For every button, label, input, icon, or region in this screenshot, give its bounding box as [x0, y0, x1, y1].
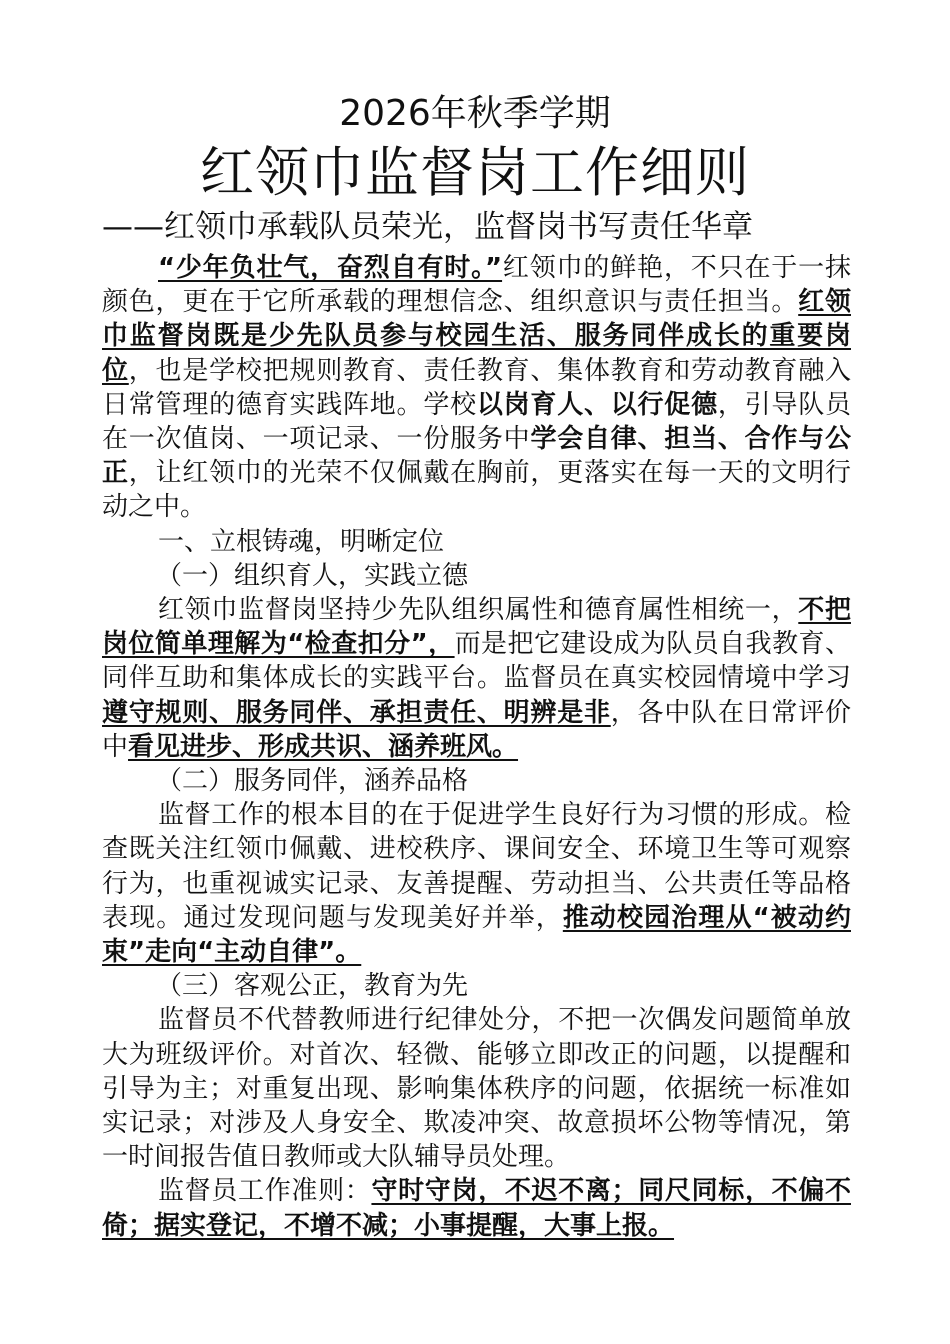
- intro-quote: “少年负壮气，奋烈自有时。”: [158, 253, 503, 283]
- sub1-emphasis-3: 看见进步、形成共识、涵养班风。: [128, 731, 519, 762]
- sub2-text-1: 监督工作的根本目的在于促进学生良好行为习惯的形成。检查既关注红领巾佩戴、进校秩序、课间安全、环境卫生等可观察行为，也重视诚实记录、友善提醒、劳动担当、公共责任等品格表现。通过发现问题与发现美好并举，: [102, 800, 851, 933]
- sub3-text-2: 监督员工作准则：: [158, 1176, 372, 1207]
- intro-bold-2: 学会自律、担当、合作与公正: [102, 424, 851, 489]
- main-title: 红领巾监督岗工作细则: [200, 141, 750, 204]
- intro-bold-1: 以岗育人、以行促德: [476, 389, 718, 420]
- subsection-3-heading: （三）客观公正，教育为先: [156, 971, 469, 1002]
- section-1-heading: 一、立根铸魂，明晰定位: [158, 526, 445, 557]
- intro-emphasis-1: 红领巾监督岗既是少先队员参与校园生活、服务同伴成长的重要岗位: [102, 287, 851, 386]
- sub2-emphasis-1: 推动校园治理从“被动约束”走向“主动自律”。: [102, 902, 851, 968]
- document-body: [102, 251, 851, 1243]
- year-title: 2026年秋季学期: [339, 93, 611, 134]
- subsection-3-paragraph: [102, 1003, 851, 1174]
- sub1-emphasis-2: 遵守规则、服务同伴、承担责任、明辨是非: [102, 697, 611, 728]
- intro-text-2: ，也是学校把规则教育、责任教育、集体教育和劳动教育融入日常管理的德育实践阵地。学校: [102, 355, 851, 420]
- sub3-text-1: 监督员不代替教师进行纪律处分，不把一次偶发问题简单放大为班级评价。对首次、轻微、能够立即改正的问题，以提醒和引导为主；对重复出现、影响集体秩序的问题，依据统一标准如实记录；对涉及人身安全、欺凌冲突、故意损坏公物等情况，第一时间报告值日教师或大队辅导员处理。: [102, 1005, 851, 1173]
- sub1-text-3: ，各中队在日常评价中: [102, 697, 851, 762]
- work-principles: 守时守岗，不迟不离；同尺同标，不偏不倚；据实登记，不增不减；小事提醒，大事上报。: [102, 1176, 851, 1241]
- subsection-2-paragraph: [102, 798, 851, 969]
- sub1-emphasis-1: 不把岗位简单理解为“检查扣分”，: [102, 595, 851, 660]
- subsection-1-paragraph: [102, 593, 851, 764]
- work-principles-paragraph: [102, 1174, 851, 1242]
- intro-text-3: ，引导队员在一次值岗、一项记录、一份服务中: [102, 389, 851, 455]
- subsection-2-heading: （二）服务同伴，涵养品格: [156, 766, 469, 797]
- subtitle: ——红领巾承载队员荣光，监督岗书写责任华章: [102, 209, 753, 245]
- intro-paragraph: [102, 251, 851, 525]
- subsection-1-heading: （一）组织育人，实践立德: [156, 560, 469, 591]
- intro-text-4: ，让红领巾的光荣不仅佩戴在胸前，更落实在每一天的文明行动之中。: [102, 458, 851, 523]
- intro-text-1: 红领巾的鲜艳，不只在于一抹颜色，更在于它所承载的理想信念、组织意识与责任担当。: [102, 253, 851, 318]
- sub1-text-1: 红领巾监督岗坚持少先队组织属性和德育属性相统一，: [158, 595, 799, 626]
- sub1-text-2: 而是把它建设成为队员自我教育、同伴互助和集体成长的实践平台。监督员在真实校园情境中学习: [102, 629, 851, 694]
